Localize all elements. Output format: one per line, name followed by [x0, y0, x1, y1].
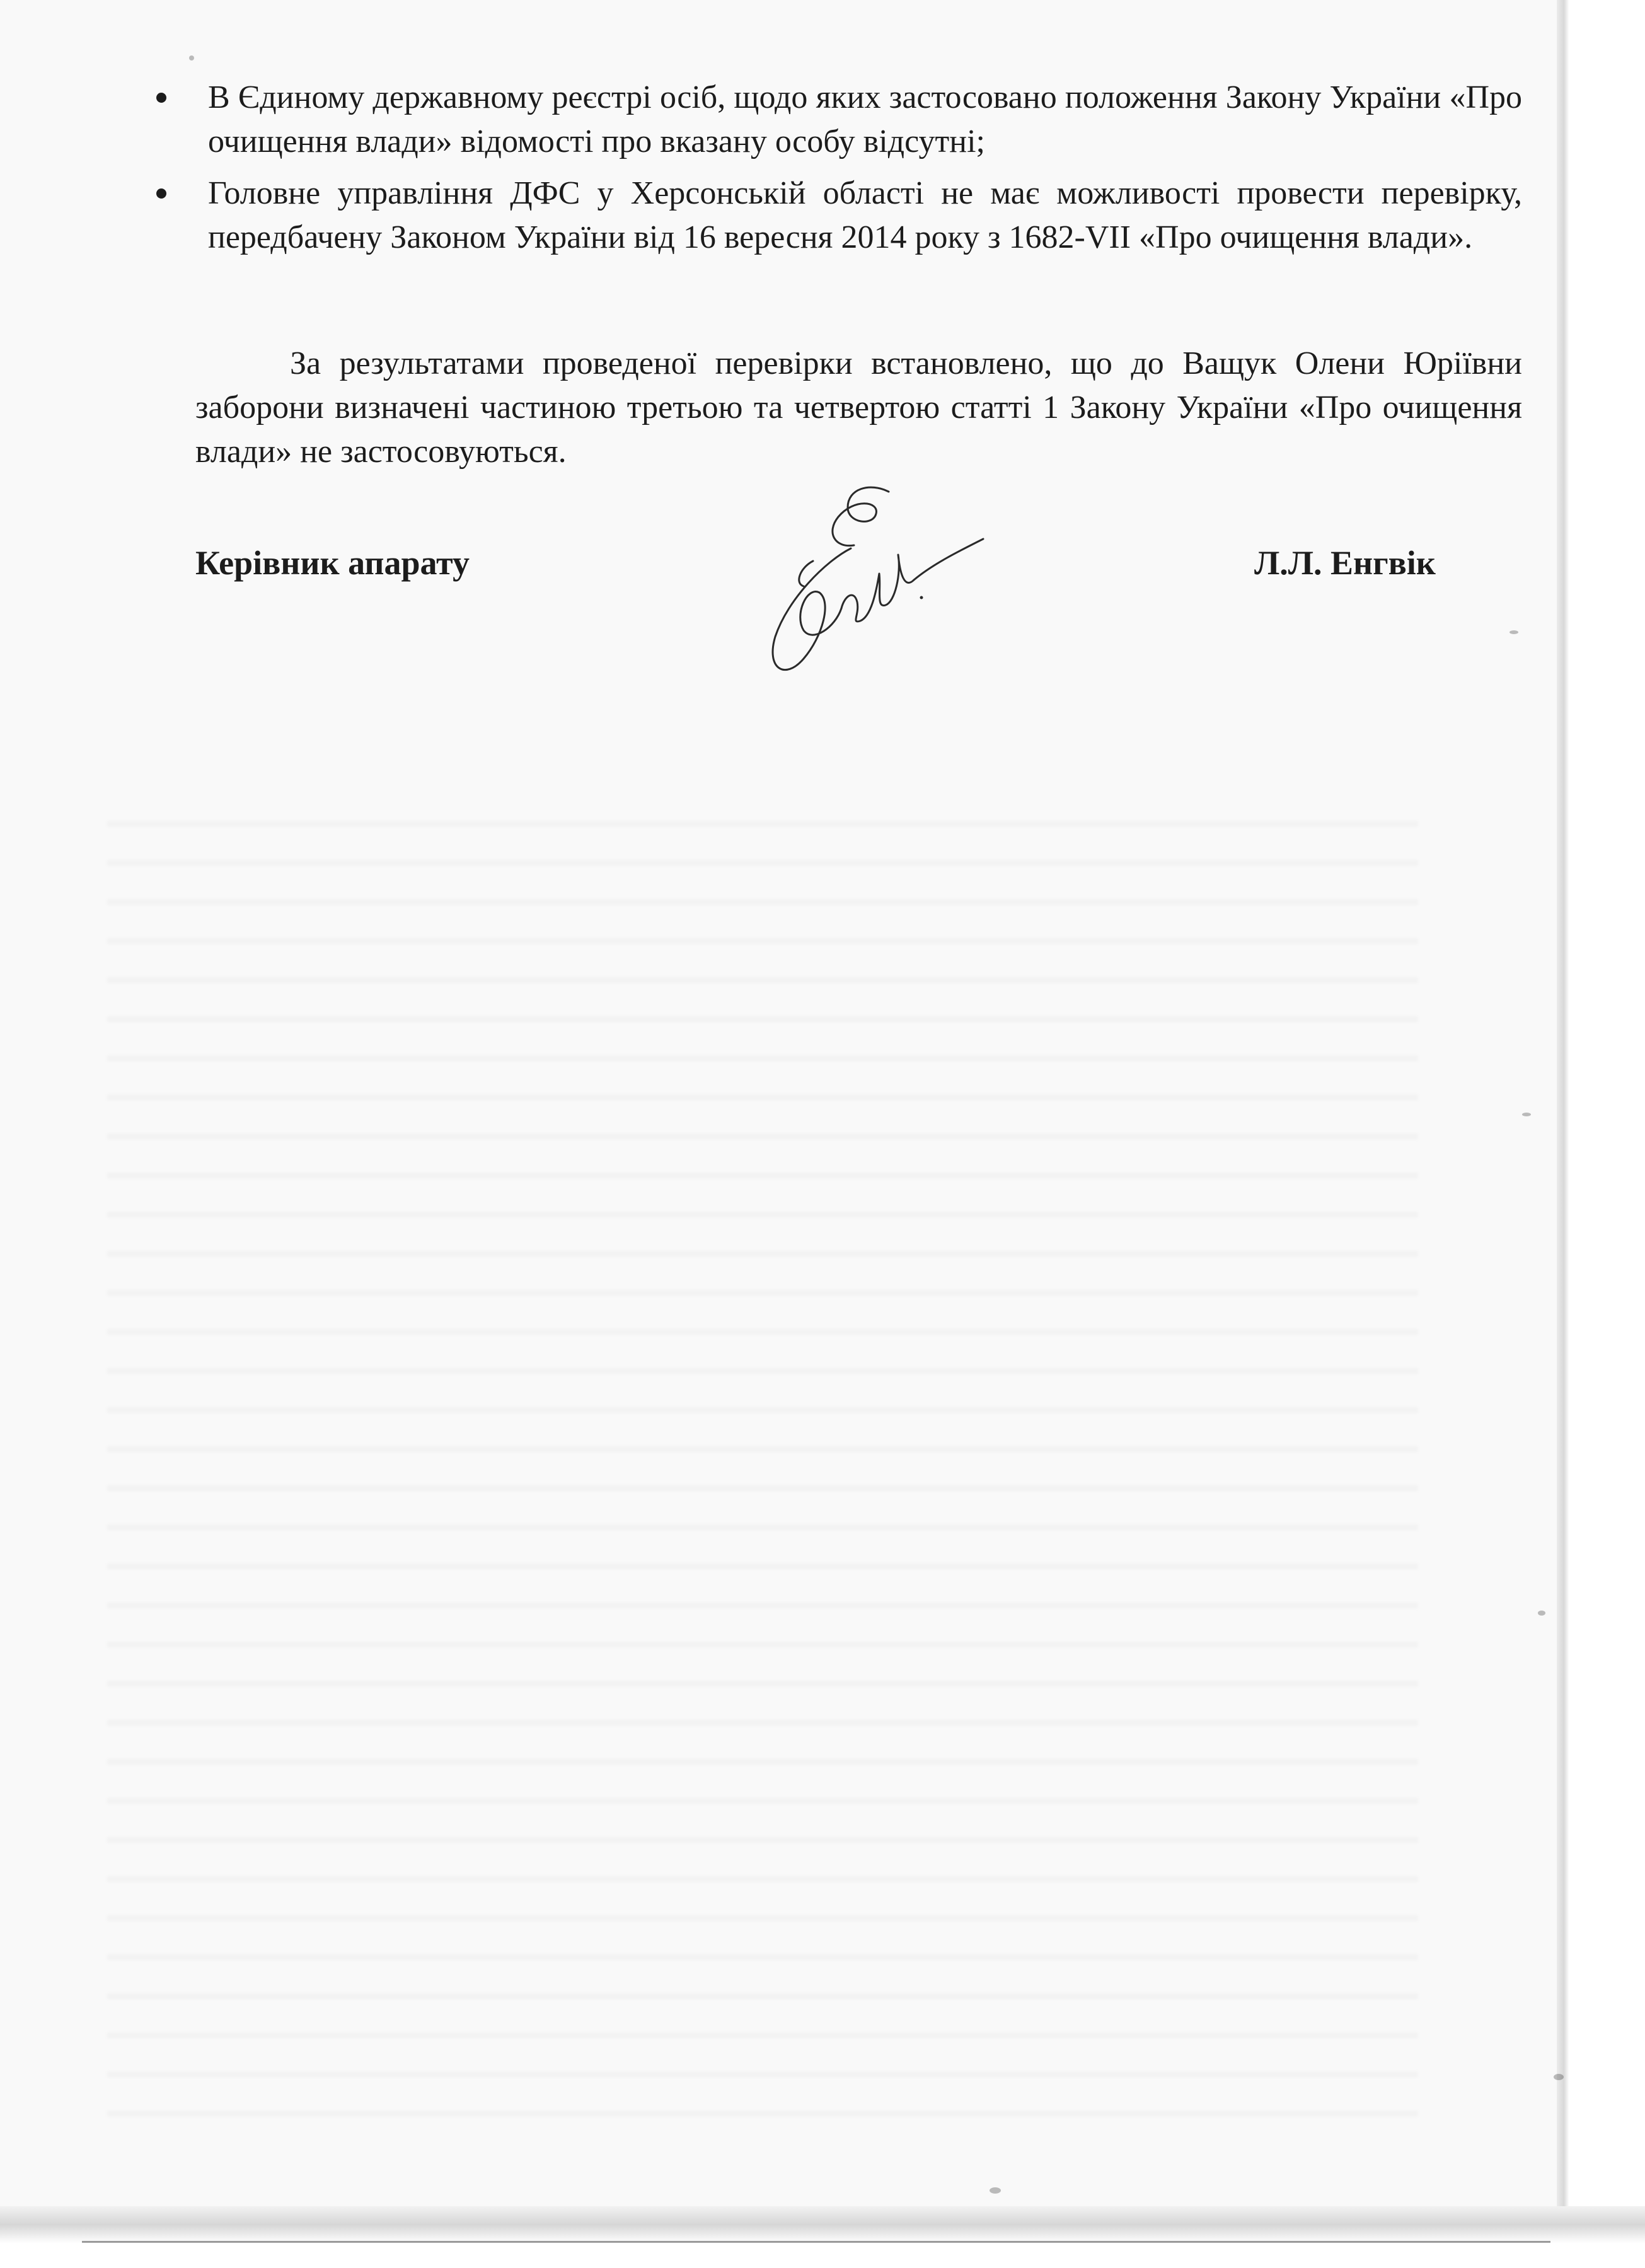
scan-speck — [1509, 630, 1518, 634]
bleed-through-text — [107, 788, 1418, 2143]
finding-item — [208, 171, 1522, 260]
signatory-name: Л.Л. Енгвік — [1254, 544, 1436, 582]
finding-item — [208, 76, 1522, 164]
findings-list — [208, 76, 1522, 267]
page-edge-right — [1557, 0, 1645, 2268]
handwritten-signature — [725, 479, 990, 700]
scan-speck — [990, 2187, 1001, 2194]
scan-speck — [1554, 2074, 1564, 2080]
page-bottom-edge-line — [82, 2241, 1550, 2243]
bullet-icon — [156, 93, 166, 103]
signatory-position: Керівник апарату — [195, 544, 470, 582]
scan-speck — [1522, 1113, 1531, 1116]
bullet-icon — [156, 188, 166, 199]
scan-speck — [189, 55, 194, 61]
page-edge-bottom — [0, 2206, 1645, 2268]
finding-text: Головне управління ДФС у Херсонській області не має можливості провести перевірку, передбачену Законом України від 16 вересня 2014 року з 1682-VII «Про очищення влади». — [208, 175, 1522, 255]
conclusion-paragraph: За результатами проведеної перевірки встановлено, що до Ващук Олени Юріївни заборони визначені частиною третьою та четвертою статті 1 Закону України «Про очищення влади» не застосовуються. — [195, 345, 1522, 470]
finding-text: В Єдиному державному реєстрі осіб, щодо яких застосовано положення Закону України «Про очищення влади» відомості про вказану особу відсутні; — [208, 79, 1522, 159]
scan-speck — [1538, 1611, 1545, 1616]
